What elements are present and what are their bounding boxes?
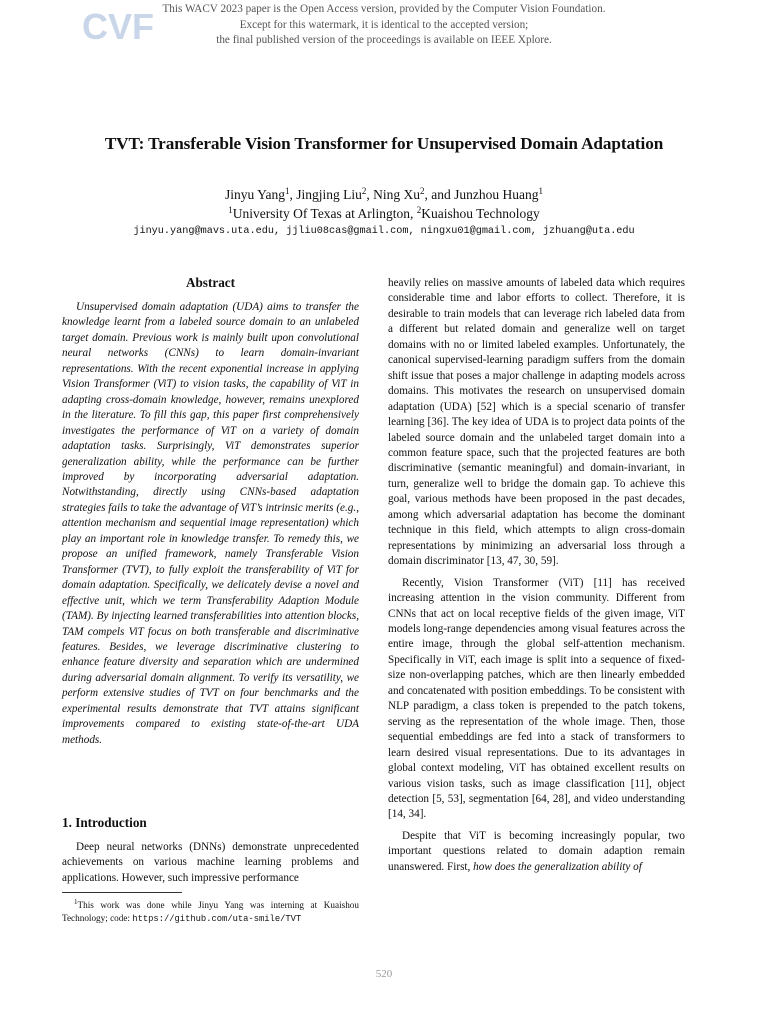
footnote-text: This work was done while Jinyu Yang was interning at Kuaishou Technology; code: [62,900,359,923]
footnote-rule [62,892,182,893]
watermark-notice [160,2,608,49]
watermark-line: This WACV 2023 paper is the Open Access version, provided by the Computer Vision Foundation. [162,3,606,15]
affiliation-sup: 1 [228,205,233,215]
abstract-body [62,300,359,754]
introduction-paragraph: Deep neural networks (DNNs) demonstrate unprecedented achievements on various machine learning problems and applications. However, such impressive performance [62,841,359,884]
body-text-italic: how does the generalization ability of [473,860,642,873]
abstract-text: Unsupervised domain adaptation (UDA) aims to transfer the knowledge learnt from a labeled source domain to an unlabeled target domain. Previous work is mainly built upon convolutional neural networks (CNNs) to learn domain-invariant representations. With the recent exponential increase in applying Vision Transformer (ViT) to vision tasks, the capability of ViT in adapting cross-domain knowledge, however, remains unexplored in the literature. To fill this gap, this paper first comprehensively investigates the performance of ViT on a variety of domain adaptation tasks. Surprisingly, ViT demonstrates superior generalization ability, while the performance can be further improved by incorporating adversarial adaptation. Notwithstanding, directly using CNNs-based adaptation strategies fails to take the advantage of ViT’s intrinsic merits (e.g., attention mechanism and sequential image representation) which play an important role in knowledge transfer. To remedy this, we propose an unified framework, namely Transferable Vision Transformer (TVT), to fully exploit the transferability of ViT for domain adaptation. Specifically, we delicately devise a novel and effective unit, which we term Transferability Adaption Module (TAM). By injecting learned transferabilities into attention blocks, TAM compels ViT focus on both transferable and discriminative features. Besides, we leverage discriminative clustering to enhance feature diversity and separation which are undermined during adversarial domain alignment. To verify its versatility, we perform extensive studies of TVT on four benchmarks and the experimental results demonstrate that TVT attains significant improvements compared to existing state-of-the-art UDA methods. [62,301,359,746]
page-number: 520 [375,968,393,980]
watermark-line: Except for this watermark, it is identical to the accepted version; [239,18,529,31]
footnote [62,896,359,925]
author-affil-sup: 1 [538,186,544,196]
author-emails: jinyu.yang@mavs.uta.edu, jjliu08cas@gmail.com, ningxu01@gmail.com, jzhuang@uta.edu [133,226,635,237]
right-column-body [388,276,685,881]
paper-title: TVT: Transferable Vision Transformer for Unsupervised Domain Adaptation [104,134,664,153]
body-paragraph: Recently, Vision Transformer (ViT) [11] has received increasing attention in the vision community. Different from CNNs that act on local receptive fields of the given image, ViT models long-range dependencies among visual features across the entire image, through the global self-attention mechanism. Specifically in ViT, each image is split into a sequence of fixed-size non-overlapping patches, which are then linearly embedded and concatenated with position embeddings. To be consistent with NLP paradigm, a class token is prepended to the patch tokens, serving as the representation of the whole image. Then, those sequential embeddings are fed into a stack of transformers to learn desired visual representations. Due to its advantages in global context modeling, ViT has obtained excellent results on various vision tasks, such as image classification [11], object detection [5, 53], segmentation [64, 28], and video understanding [14, 34]. [388,576,685,821]
author-names: Jinyu Yang$^1$, Jingjing Liu$^2$, Ning Xu$^2$, and Junzhou Huang$^1$ [224,186,544,202]
affiliations: $^1$University Of Texas at Arlington, $^2$Kuaishou Technology [228,205,540,221]
footnote-mark: 1 [74,898,78,906]
author-affil-sup: 2 [361,186,367,196]
section-heading-introduction: 1. Introduction [62,815,147,830]
author-affil-sup: 1 [285,186,290,196]
author-block [40,185,728,223]
affiliation-sup: 2 [416,205,422,215]
author-name: Junzhou Huang [454,187,539,202]
body-paragraph [388,829,685,875]
affiliation-name: Kuaishou Technology [421,206,540,221]
introduction-body [62,840,359,892]
watermark-line: the final published version of the proceedings is available on IEEE Xplore. [216,34,552,46]
author-affil-sup: 2 [420,186,425,196]
affiliation-name: University Of Texas at Arlington [232,206,411,221]
cvf-logo-text: CVF [82,6,154,47]
cvf-logo [80,5,154,47]
author-name: Jingjing Liu [296,187,362,202]
body-text: Despite that ViT is becoming increasingly popular, two important questions related to domain adaption remain unanswered. First, [388,829,685,873]
body-paragraph: heavily relies on massive amounts of labeled data which requires considerable time and labor efforts to collect. Therefore, it is desirable to train models that can leverage rich labeled data from a different but related domain and generalize well on target domains with no or limited labeled examples. Unfortunately, the canonical supervised-learning paradigm suffers from the domain shift issue that poses a major challenge in adapting models across domains. This motivates the research on unsupervised domain adaptation (UDA) [52] which is a special scenario of transfer learning [36]. The key idea of UDA is to project data points of the labeled source domain and the unlabeled target domain into a common feature space, such that the projected features are both discriminative (semantic meaningful) and domain-invariant, in turn, generalize well to bridge the domain gap. To achieve this goal, various methods have been proposed in the past decades, among which adversarial adaptation has become the dominant technique in this field, which attempts to align cross-domain representations by minimizing an adversarial loss through a domain discriminator [13, 47, 30, 59]. [388,277,685,568]
abstract-heading: Abstract [185,275,236,290]
footnote-code-link[interactable]: https://github.com/uta-smile/TVT [132,913,302,924]
author-name: Jinyu Yang [224,187,285,202]
author-name: Ning Xu [373,187,421,202]
